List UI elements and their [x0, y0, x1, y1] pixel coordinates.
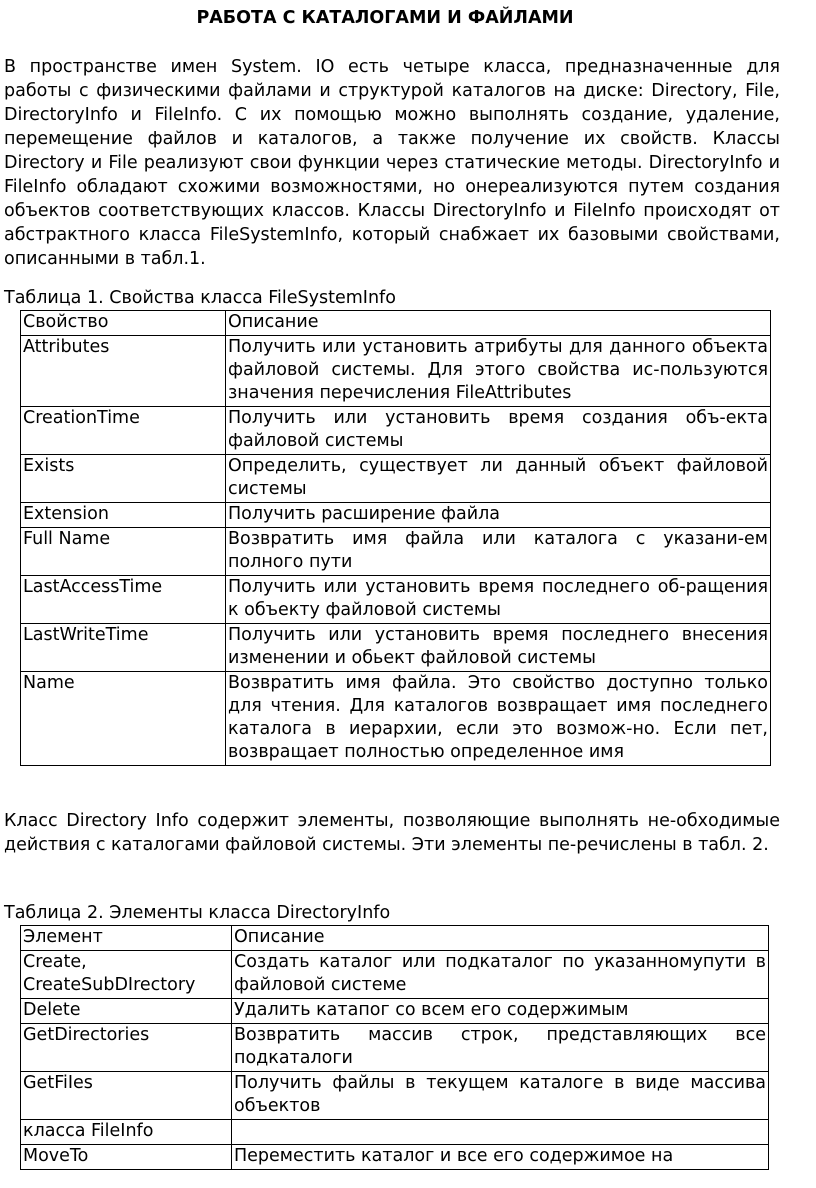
property-name: Full Name: [21, 528, 226, 576]
property-description: Получить или установить время создания объ-екта файловой системы: [226, 407, 771, 455]
table-row: [21, 672, 771, 766]
property-description: Получить или установить время последнего об-ращения к объекту файловой системы: [226, 576, 771, 624]
page-title: РАБОТА С КАТАЛОГАМИ И ФАЙЛАМИ: [196, 8, 574, 28]
property-name: LastWriteTime: [21, 624, 226, 672]
property-description: Возвратить имя файла или каталога с указани-ем полного пути: [226, 528, 771, 576]
table2-caption: Таблица 2. Элементы класса DirectoryInfo: [4, 903, 391, 923]
element-name: класса FileInfo: [21, 1120, 232, 1145]
property-description: Возвратить имя файла. Это свойство доступно только для чтения. Для каталогов возвращает имя последнего каталога в иерархии, если это возмож-но. Если пет, возвращает полностью определенное имя: [226, 672, 771, 766]
table-header-row: [21, 926, 769, 951]
element-description: Удалить катапог со всем его содержимым: [232, 999, 769, 1024]
table-row: [21, 1145, 769, 1170]
table-row: [21, 951, 769, 999]
element-description: Получить файлы в текущем каталоге в виде массива объектов: [232, 1072, 769, 1120]
property-description: Получить или установить атрибуты для данного объекта файловой системы. Для этого свойства ис-пользуются значения перечисления FileAttributes: [226, 336, 771, 407]
table-row: [21, 503, 771, 528]
property-description: Получить расширение файла: [226, 503, 771, 528]
element-description: Возвратить массив строк, представляющих все подкаталоги: [232, 1024, 769, 1072]
property-name: Extension: [21, 503, 226, 528]
table-row: [21, 576, 771, 624]
table-row: [21, 455, 771, 503]
header-cell: Описание: [226, 311, 771, 336]
table-row: [21, 528, 771, 576]
header-cell: Описание: [232, 926, 769, 951]
properties-table: [20, 310, 771, 766]
element-description: [232, 1120, 769, 1145]
table-row: [21, 999, 769, 1024]
element-description: Создать каталог или подкаталог по указанномупути в файловой системе: [232, 951, 769, 999]
property-name: Attributes: [21, 336, 226, 407]
element-description: Переместить каталог и все его содержимое на: [232, 1145, 769, 1170]
second-paragraph: Класс Directory Info содержит элементы, позволяющие выполнять не-обходимые действия с каталогами файловой системы. Эти элементы пе-речислены в табл. 2.: [4, 811, 780, 855]
property-name: Exists: [21, 455, 226, 503]
table1-caption: Таблица 1. Свойства класса FileSystemInfo: [4, 288, 396, 308]
element-name: Delete: [21, 999, 232, 1024]
element-name: MoveTo: [21, 1145, 232, 1170]
header-cell: Элемент: [21, 926, 232, 951]
intro-paragraph: В пространстве имен System. IO есть четыре класса, предназначенные для работы с физическими файлами и структурой каталогов на диске: Directory, File, DirectoryInfo и FileInfo. С их помощью можно выполнять создание, удаление, перемещение файлов и каталогов, а также получение их свойств. Классы Directory и File реализуют свои функции через статические методы. DirectoryInfo и FileInfo обладают схожими возможностями, но онереализуются путем создания объектов соответствующих классов. Классы DirectoryInfo и FileInfo происходят от абстрактного класса FileSystemInfo, который снабжает их базовыми свойствами, описанными в табл.1.: [4, 57, 780, 269]
property-name: LastAccessTime: [21, 576, 226, 624]
table-row: [21, 407, 771, 455]
property-description: Определить, существует ли данный объект файловой системы: [226, 455, 771, 503]
table-row: [21, 1120, 769, 1145]
table-header-row: [21, 311, 771, 336]
header-cell: Свойство: [21, 311, 226, 336]
property-description: Получить или установить время последнего внесения изменении и обьект файловой системы: [226, 624, 771, 672]
table-row: [21, 1072, 769, 1120]
table-row: [21, 624, 771, 672]
table-row: [21, 1024, 769, 1072]
elements-table: [20, 925, 769, 1170]
property-name: CreationTime: [21, 407, 226, 455]
property-name: Name: [21, 672, 226, 766]
element-name: Create, CreateSubDIrectory: [21, 951, 232, 999]
element-name: GetFiIes: [21, 1072, 232, 1120]
table-row: [21, 336, 771, 407]
element-name: GetDirectories: [21, 1024, 232, 1072]
